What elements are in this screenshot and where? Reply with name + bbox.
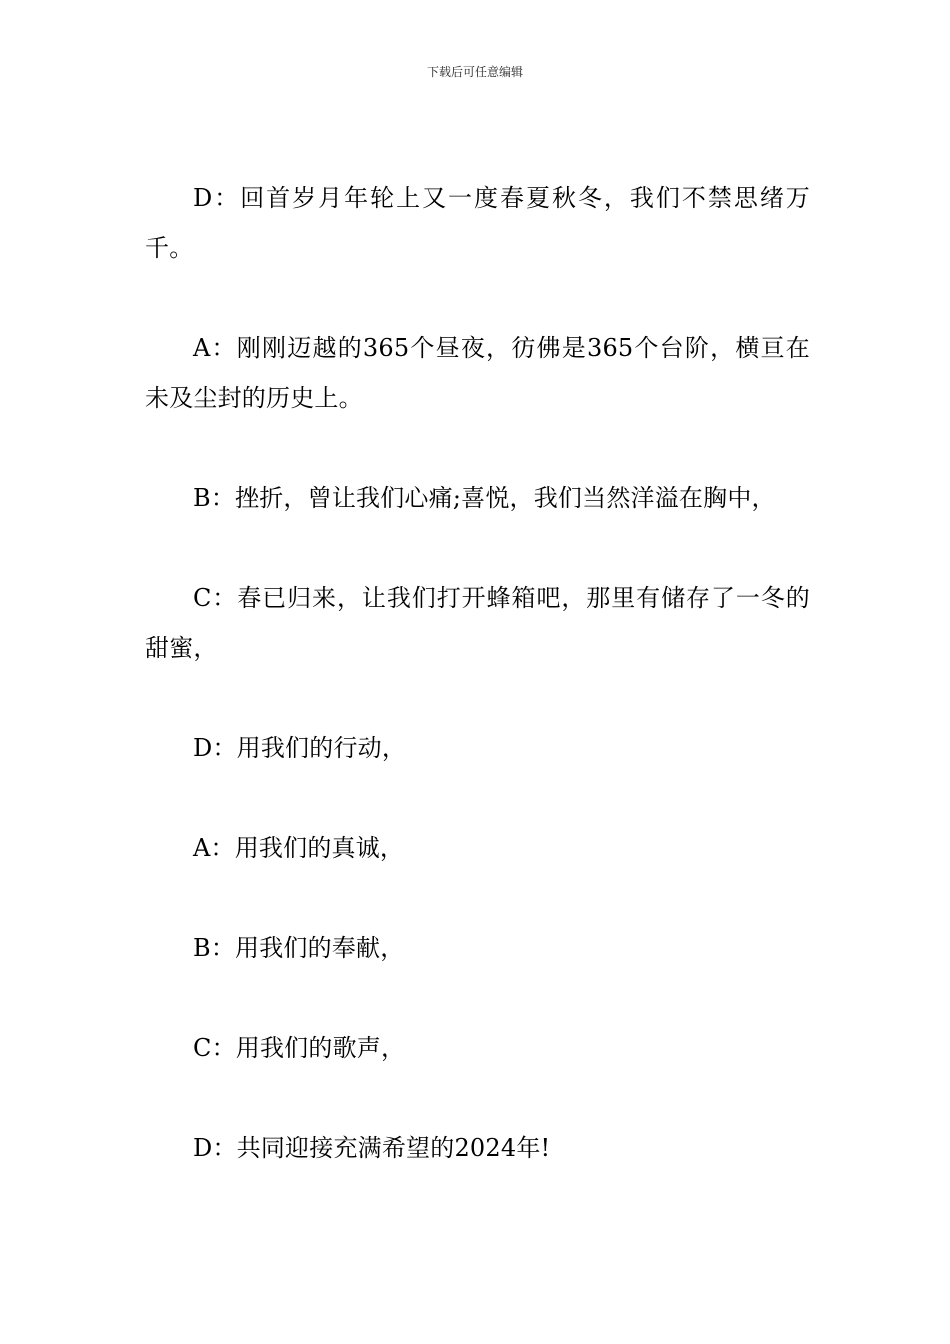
paragraph-9: D：共同迎接充满希望的2024年!	[193, 1134, 551, 1162]
paragraph-6: A：用我们的真诚，	[193, 834, 405, 862]
paragraph-2: A：刚刚迈越的365个昼夜，彷佛是365个台阶，横亘在未及尘封的历史上。	[145, 334, 810, 412]
document-body	[145, 173, 810, 1173]
page-header: 下载后可任意编辑	[426, 65, 523, 79]
paragraph-5: D：用我们的行动，	[193, 734, 407, 762]
paragraph-1: D：回首岁月年轮上又一度春夏秋冬，我们不禁思绪万千。	[145, 184, 810, 262]
paragraph-4: C：春已归来，让我们打开蜂箱吧，那里有储存了一冬的甜蜜，	[145, 584, 810, 662]
paragraph-3: B：挫折，曾让我们心痛;喜悦，我们当然洋溢在胸中，	[193, 484, 776, 512]
paragraph-8: C：用我们的歌声，	[193, 1034, 406, 1062]
paragraph-7: B：用我们的奉献，	[193, 934, 405, 962]
